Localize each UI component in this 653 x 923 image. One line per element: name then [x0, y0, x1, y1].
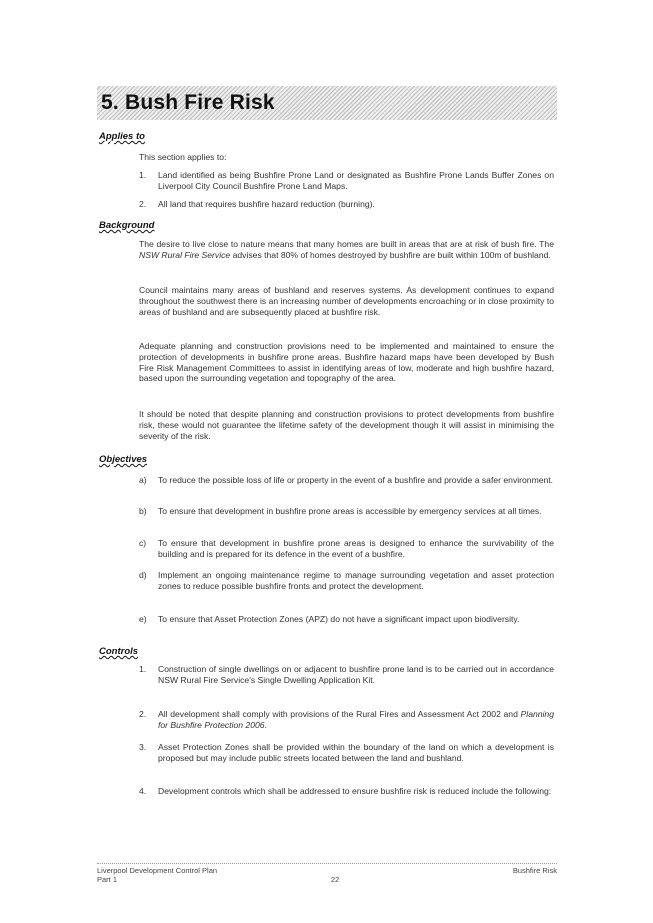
control-item	[139, 786, 554, 797]
item-number: 2.	[139, 709, 147, 719]
item-text: To ensure that development in bushfire prone areas is designed to enhance the survivability of the building and is prepared for its defence in the event of a bushfire.	[158, 538, 554, 559]
objective-item	[139, 506, 554, 517]
item-number: 1.	[139, 170, 147, 180]
item-letter: e)	[139, 614, 147, 624]
item-text: Land identified as being Bushfire Prone Land or designated as Bushfire Prone Lands Buffer Zones on Liverpool City Council Bushfire Prone Land Maps.	[158, 170, 554, 191]
objective-item	[139, 614, 554, 625]
publication-title: Planning for Bushfire Protection 2006	[158, 709, 554, 730]
item-number: 3.	[139, 742, 147, 752]
applies-to-item	[139, 170, 554, 192]
item-text: Construction of single dwellings on or adjacent to bushfire prone land is to be carried out in accordance NSW Rural Fire Service's Single Dwelling Application Kit.	[158, 664, 554, 685]
background-paragraph-4: It should be noted that despite planning and construction provisions to protect developments from bushfire risk, these would not guarantee the lifetime safety of the development though it will assist in minimising the severity of the risk.	[139, 409, 554, 441]
footer-section-name: Bushfire Risk	[512, 866, 557, 875]
control-text: .	[264, 719, 267, 730]
item-text	[158, 709, 554, 731]
background-paragraph-1	[139, 239, 554, 261]
footer-part: Part 1	[97, 875, 118, 884]
item-text: To ensure that Asset Protection Zones (APZ) do not have a significant impact upon biodiversity.	[158, 614, 520, 624]
item-text: Asset Protection Zones shall be provided within the boundary of the land on which a development is proposed but may include public streets located between the land and bushland.	[158, 742, 554, 763]
objective-item	[139, 570, 554, 592]
page-number: 22	[330, 875, 340, 884]
control-text: All development shall comply with provisions of the Rural Fires and Assessment Act 2002 and	[158, 709, 521, 719]
control-item	[139, 664, 554, 686]
item-letter: d)	[139, 570, 147, 580]
rfs-name: NSW Rural Fire Service	[139, 249, 231, 260]
section-title: 5. Bush Fire Risk	[101, 91, 275, 114]
control-item	[139, 742, 554, 764]
item-text: To reduce the possible loss of life or property in the event of a bushfire and provide a safer environment.	[158, 475, 554, 485]
item-letter: a)	[139, 475, 147, 485]
control-item	[139, 709, 554, 731]
section-title-band	[97, 86, 557, 120]
applies-to-item	[139, 199, 554, 210]
footer-divider	[97, 863, 557, 864]
item-text: Development controls which shall be addressed to ensure bushfire risk is reduced include the following:	[158, 786, 552, 796]
controls-heading: Controls	[99, 646, 139, 657]
item-number: 2.	[139, 199, 147, 209]
background-text: advises that 80% of homes destroyed by bushfire are built within 100m of bushland.	[230, 249, 551, 260]
item-text: To ensure that development in bushfire prone areas is accessible by emergency services at all times.	[158, 506, 542, 516]
item-letter: c)	[139, 538, 147, 548]
background-heading: Background	[99, 220, 155, 231]
item-number: 1.	[139, 664, 147, 674]
footer-document-title: Liverpool Development Control Plan	[97, 866, 218, 875]
item-text: Implement an ongoing maintenance regime to manage surrounding vegetation and asset protection zones to reduce possible bushfire fronts and protect the development.	[158, 570, 554, 591]
background-paragraph-2: Council maintains many areas of bushland and reserves systems. As development continues to expand throughout the southwest there is an increasing number of developments encroaching or in close proximity to areas of bushland and are subsequently placed at bushfire risk.	[139, 285, 554, 317]
background-text: The desire to live close to nature means that many homes are built in areas that are at risk of bush fire. The	[139, 239, 554, 249]
item-number: 4.	[139, 786, 147, 796]
applies-to-heading: Applies to	[99, 131, 145, 142]
applies-to-intro: This section applies to:	[139, 152, 227, 162]
objective-item	[139, 538, 554, 560]
item-text: All land that requires bushfire hazard reduction (burning).	[158, 199, 375, 209]
objectives-heading: Objectives	[99, 454, 148, 465]
footer-left	[97, 866, 217, 884]
background-paragraph-3: Adequate planning and construction provisions need to be implemented and maintained to ensure the protection of developments in bushfire prone areas. Bushfire hazard maps have been developed by Bush Fire Risk Management Committees to assist in identifying areas of low, moderate and high bushfire hazard, based upon the surrounding vegetation and topography of the area.	[139, 341, 554, 384]
objective-item	[139, 475, 554, 486]
item-letter: b)	[139, 506, 147, 516]
